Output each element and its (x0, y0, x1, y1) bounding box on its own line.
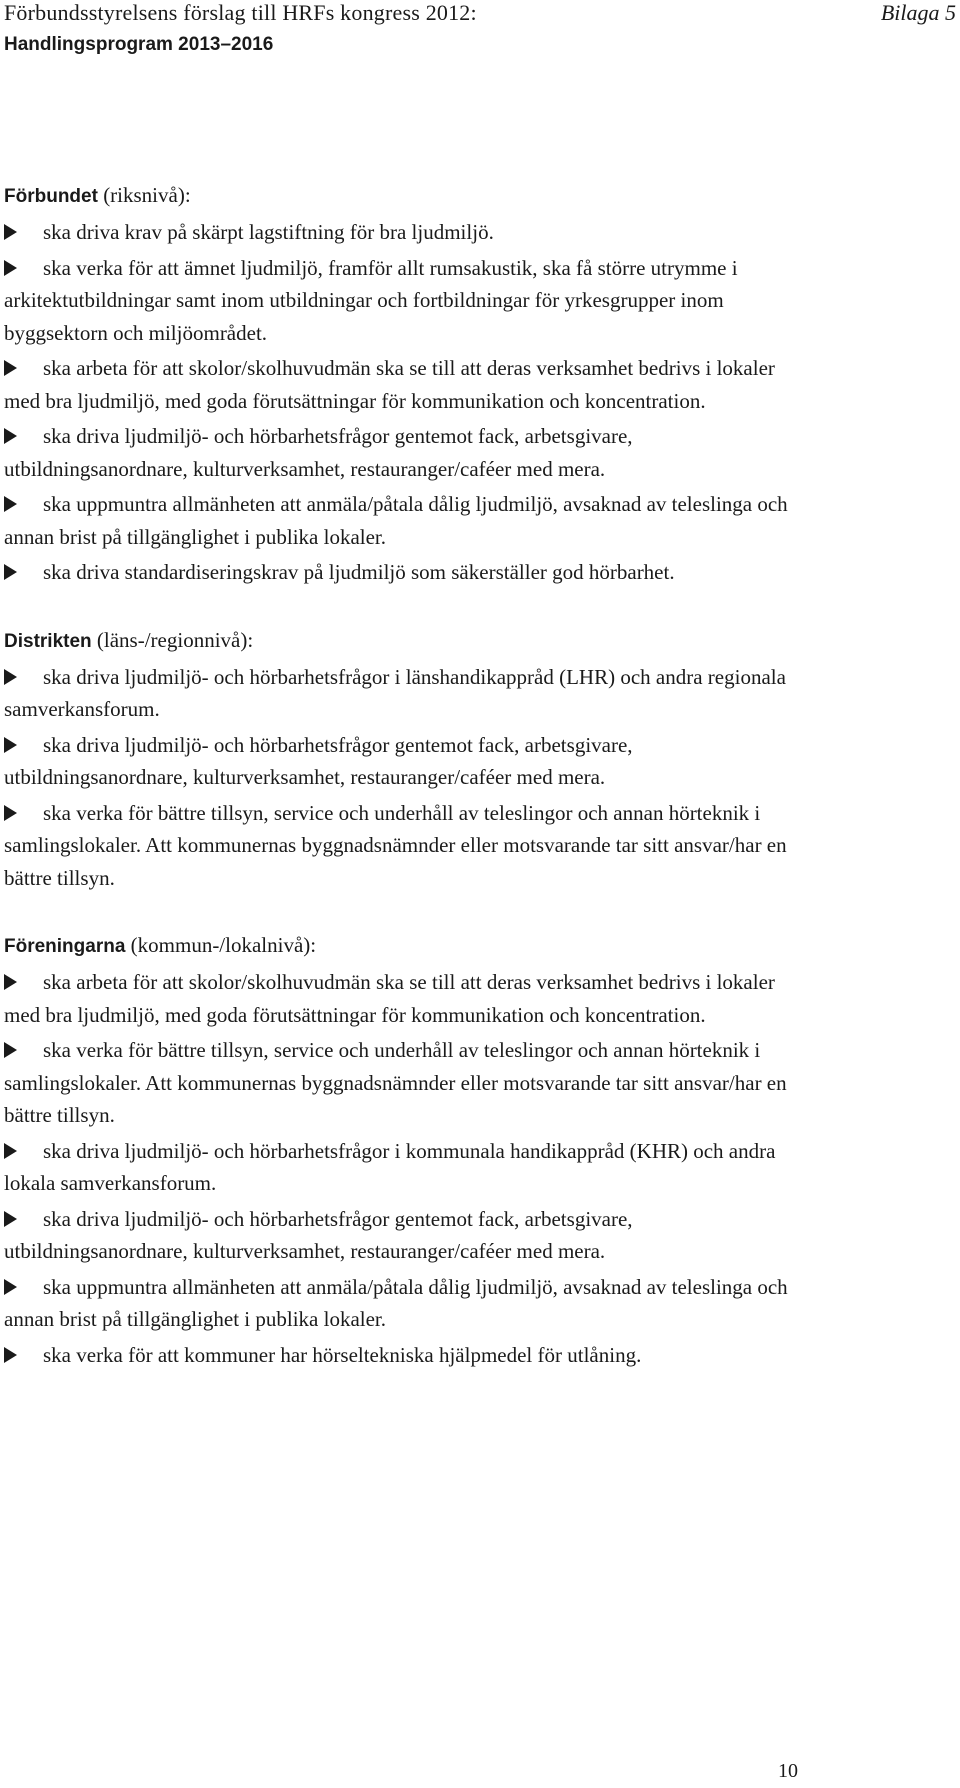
list-item-text: ska driva ljudmiljö- och hörbarhetsfrågor gentemot fack, arbetsgivare, utbildningsanordnare, kulturverksamhet, restauranger/caféer med mera. (4, 732, 633, 789)
section-2 (4, 931, 804, 1371)
triangle-bullet-icon (4, 805, 17, 821)
list-item-text: ska verka för att ämnet ljudmiljö, framför allt rumsakustik, ska få större utrymme i arkitektutbildningar samt inom utbildningar och fortbildningar för yrkesgrupper inom byggsektorn och miljöområdet. (4, 255, 738, 345)
list-item-text: ska driva ljudmiljö- och hörbarhetsfrågor i kommunala handikappråd (KHR) och andra lokala samverkansforum. (4, 1138, 776, 1195)
triangle-bullet-icon (4, 1347, 17, 1363)
section-heading-title: Förbundet (4, 186, 98, 207)
list-item-text: ska verka för bättre tillsyn, service och underhåll av teleslingor och annan hörteknik i samlingslokaler. Att kommunernas byggnadsnämnder eller motsvarande tar sitt ansvar/har en bättre tillsyn. (4, 800, 787, 890)
section-1 (4, 626, 804, 895)
list-item (4, 797, 804, 895)
list-item-text: ska arbeta för att skolor/skolhuvudmän ska se till att deras verksamhet bedrivs i lokaler med bra ljudmiljö, med goda förutsättningar för kommunikation och koncentration. (4, 970, 775, 1027)
triangle-bullet-icon (4, 737, 17, 753)
list-item (4, 352, 804, 417)
list-item-text: ska driva ljudmiljö- och hörbarhetsfrågor i länshandikappråd (LHR) och andra regionala samverkansforum. (4, 664, 786, 721)
triangle-bullet-icon (4, 1042, 17, 1058)
list-item-text: ska driva krav på skärpt lagstiftning för bra ljudmiljö. (43, 220, 494, 244)
page-header (4, 0, 477, 58)
triangle-bullet-icon (4, 1143, 17, 1159)
triangle-bullet-icon (4, 496, 17, 512)
bullet-list (4, 216, 804, 589)
section-heading-level: (kommun-/lokalnivå): (125, 933, 317, 957)
document-title: Förbundsstyrelsens förslag till HRFs kongress 2012: (4, 0, 477, 25)
list-item-text: ska uppmuntra allmänheten att anmäla/påtala dålig ljudmiljö, avsaknad av teleslinga och annan brist på tillgänglighet i publika lokaler. (4, 1274, 788, 1331)
list-item (4, 1271, 804, 1336)
list-item (4, 420, 804, 485)
triangle-bullet-icon (4, 974, 17, 990)
triangle-bullet-icon (4, 564, 17, 580)
list-item (4, 556, 804, 589)
section-heading (4, 181, 804, 211)
list-item-text: ska driva ljudmiljö- och hörbarhetsfrågor gentemot fack, arbetsgivare, utbildningsanordnare, kulturverksamhet, restauranger/caféer med mera. (4, 1206, 633, 1263)
appendix-label: Bilaga 5 (880, 0, 956, 25)
list-item-text: ska driva standardiseringskrav på ljudmiljö som säkerställer god hörbarhet. (43, 560, 675, 584)
list-item (4, 966, 804, 1031)
section-heading (4, 626, 804, 656)
bullet-list (4, 966, 804, 1371)
triangle-bullet-icon (4, 360, 17, 376)
triangle-bullet-icon (4, 260, 17, 276)
list-item (4, 729, 804, 794)
list-item-text: ska verka för att kommuner har hörseltekniska hjälpmedel för utlåning. (43, 1342, 642, 1367)
section-heading-title: Föreningarna (4, 936, 126, 957)
list-item (4, 216, 804, 249)
section-heading (4, 931, 804, 961)
triangle-bullet-icon (4, 428, 17, 444)
section-heading-title: Distrikten (4, 630, 92, 652)
list-item (4, 252, 804, 350)
list-item-text: ska driva ljudmiljö- och hörbarhetsfrågor gentemot fack, arbetsgivare, utbildningsanordnare, kulturverksamhet, restauranger/caféer med mera. (4, 424, 633, 481)
section-heading-level: (läns-/regionnivå): (91, 627, 254, 652)
document-body (4, 181, 804, 1408)
triangle-bullet-icon (4, 224, 17, 240)
section-heading-level: (riksnivå): (97, 183, 191, 207)
list-item-text: ska arbeta för att skolor/skolhuvudmän ska se till att deras verksamhet bedrivs i lokaler med bra ljudmiljö, med goda förutsättningar för kommunikation och koncentration. (4, 356, 775, 413)
section-0 (4, 181, 804, 589)
list-item (4, 1339, 804, 1372)
list-item (4, 1135, 804, 1200)
list-item-text: ska verka för bättre tillsyn, service och underhåll av teleslingor och annan hörteknik i samlingslokaler. Att kommunernas byggnadsnämnder eller motsvarande tar sitt ansvar/har en bättre tillsyn. (4, 1038, 787, 1127)
list-item (4, 661, 804, 726)
document-subtitle: Handlingsprogram 2013–2016 (4, 34, 274, 55)
triangle-bullet-icon (4, 1279, 17, 1295)
list-item (4, 1203, 804, 1268)
triangle-bullet-icon (4, 669, 17, 685)
list-item (4, 1034, 804, 1132)
list-item-text: ska uppmuntra allmänheten att anmäla/påtala dålig ljudmiljö, avsaknad av teleslinga och annan brist på tillgänglighet i publika lokaler. (4, 492, 788, 549)
triangle-bullet-icon (4, 1211, 17, 1227)
list-item (4, 488, 804, 553)
bullet-list (4, 661, 804, 895)
page-number: 10 (778, 1760, 798, 1782)
